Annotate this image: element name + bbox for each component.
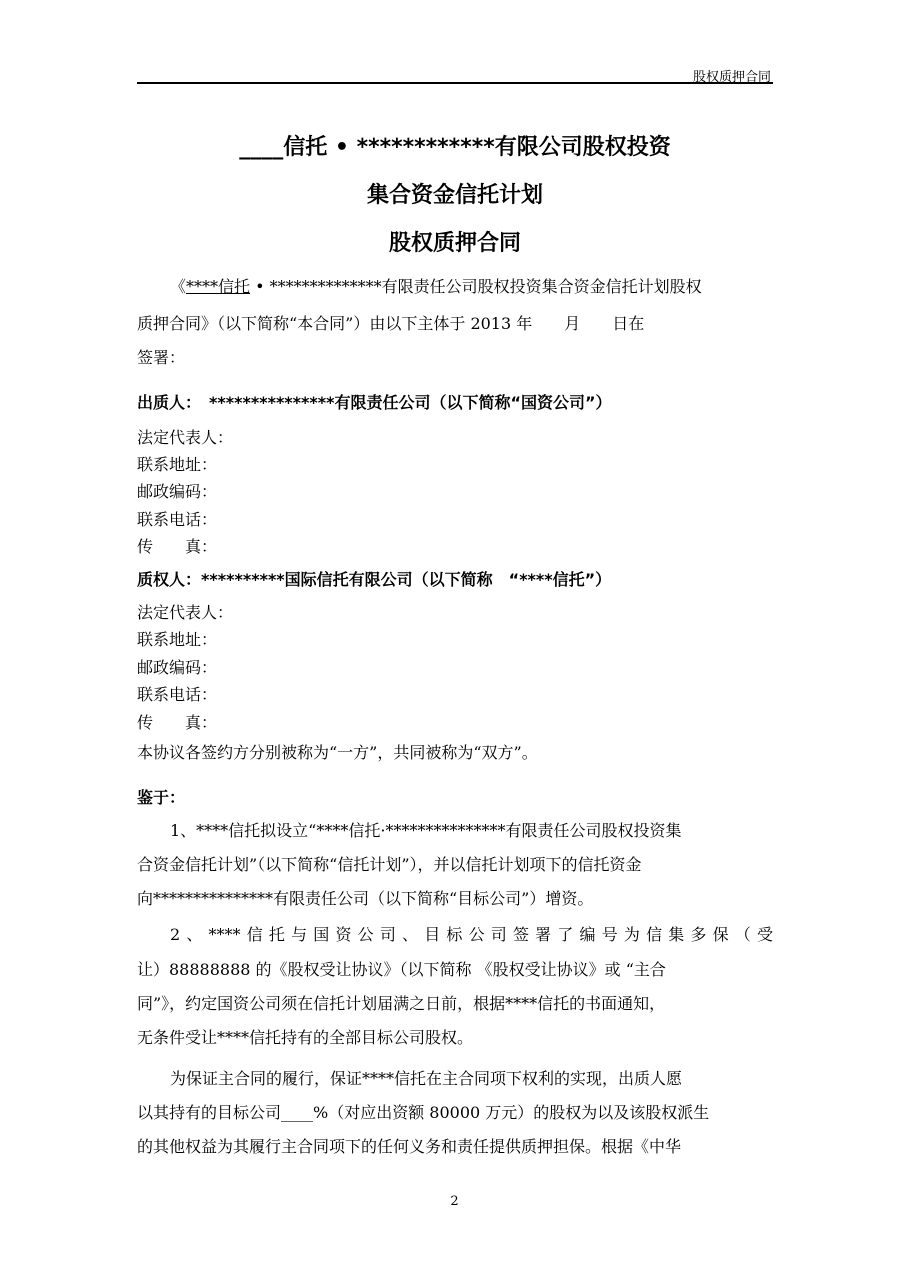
intro-open-quote: 《 [170, 277, 187, 296]
whereas-p2-line-3: 同”》，约定国资公司须在信托计划届满之日前，根据****信托的书面通知， [137, 994, 666, 1013]
whereas-heading: 鉴于： [137, 788, 186, 807]
intro-line-1-rest: • **************有限责任公司股权投资集合资金信托计划股权 [250, 277, 702, 296]
title-line-1: ____信托 • ************有限公司股权投资 [239, 135, 671, 160]
pledgee-address: 联系地址： [137, 630, 218, 649]
pledgee-phone: 联系电话： [137, 685, 218, 704]
pledgor-rep: 法定代表人： [137, 428, 234, 447]
whereas-p3-line-3: 的其他权益为其履行主合同项下的任何义务和责任提供质押担保。根据《中华 [137, 1137, 682, 1156]
title-line-2: 集合资金信托计划 [366, 183, 543, 208]
whereas-p2-line-4: 无条件受让****信托持有的全部目标公司股权。 [137, 1028, 474, 1047]
intro-line-2: 质押合同》（以下简称“本合同”）由以下主体于 2013 年 月 日在 [137, 314, 645, 333]
whereas-p1-line-1: 1、****信托拟设立“****信托·***************有限责任公司股权投资集 [170, 821, 682, 840]
pledgee-fax: 传 真： [137, 713, 218, 732]
intro-line-3: 签署： [137, 348, 186, 367]
pledgor-address: 联系地址： [137, 455, 218, 474]
whereas-p3-line-1: 为保证主合同的履行，保证****信托在主合同项下权利的实现，出质人愿 [170, 1069, 683, 1088]
pledgor-heading: 出质人： ***************有限责任公司（以下简称“国资公司”） [137, 393, 612, 412]
whereas-p1-line-2: 合资金信托计划”（以下简称“信托计划”），并以信托计划项下的信托资金 [137, 855, 642, 874]
whereas-p3-line-2: 以其持有的目标公司____%（对应出资额 80000 万元）的股权为以及该股权派生 [137, 1103, 710, 1122]
running-header: 股权质押合同 [692, 70, 771, 85]
whereas-p1-line-3: 向***************有限责任公司（以下简称“目标公司”）增资。 [137, 889, 594, 908]
pledgor-postcode: 邮政编码： [137, 482, 218, 501]
parties-note: 本协议各签约方分别被称为“一方”，共同被称为“双方”。 [137, 743, 538, 762]
whereas-p2-line-2: 让）88888888 的《股权受让协议》（以下简称 《股权受让协议》或 “主合 [137, 960, 666, 979]
title-line-3: 股权质押合同 [388, 231, 521, 256]
pledgee-heading: 质权人：**********国际信托有限公司（以下简称 “****信托”） [137, 570, 612, 589]
pledgor-phone: 联系电话： [137, 510, 218, 529]
intro-line-1 [170, 274, 773, 297]
page-number: 2 [450, 1194, 459, 1209]
header-rule [137, 82, 773, 84]
whereas-p2-line-1: 2、****信托与国资公司、目标公司签署了编号为信集多保（受 [170, 925, 773, 944]
pledgee-rep: 法定代表人： [137, 603, 234, 622]
pledgor-fax: 传 真： [137, 537, 218, 556]
pledgee-postcode: 邮政编码： [137, 658, 218, 677]
intro-trust-name: ****信托 [186, 277, 251, 296]
